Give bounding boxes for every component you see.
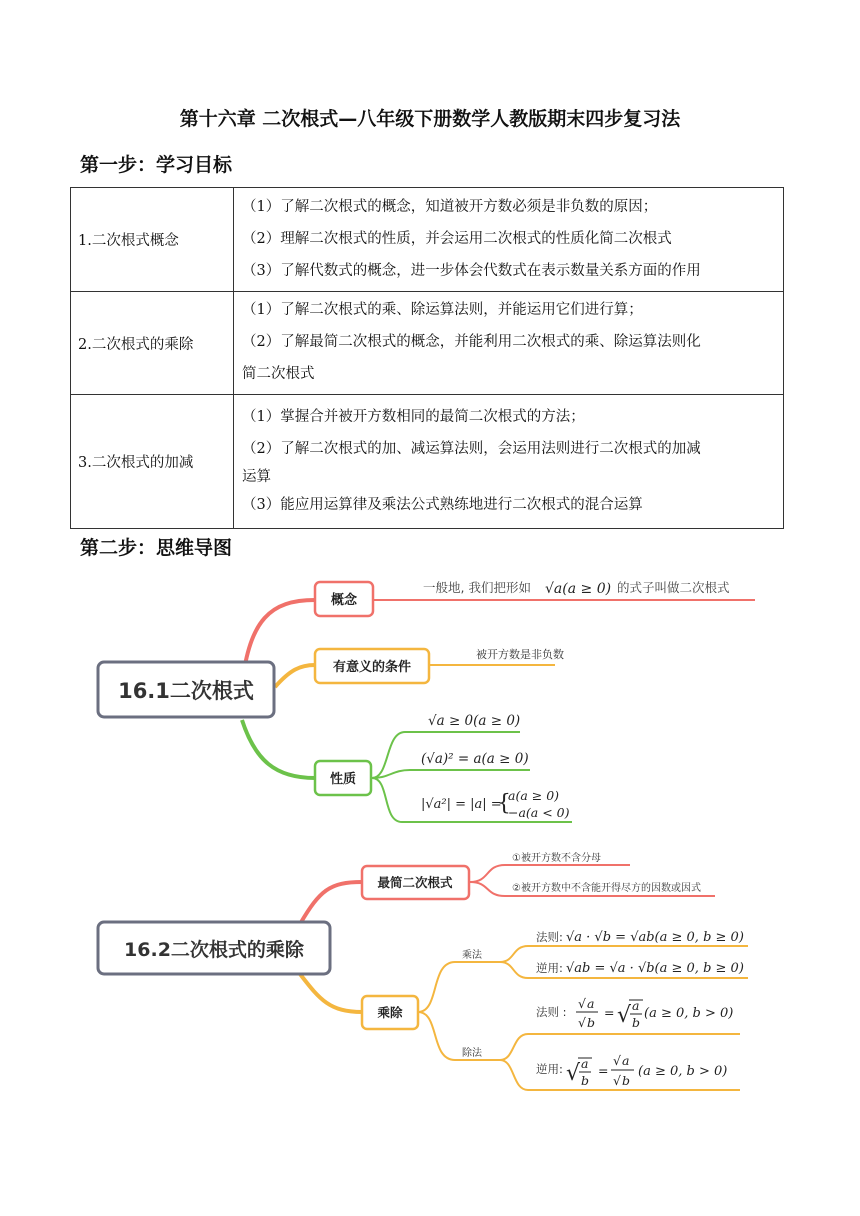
mul-line <box>418 962 500 1012</box>
simplest-cond-1: ①被开方数不含分母 <box>512 853 601 864</box>
sqrt-symbol: √ <box>613 1053 621 1068</box>
simplest-label: 最简二次根式 <box>377 875 453 890</box>
step1-heading: 第一步：学习目标 <box>80 154 233 176</box>
condition-text: 被开方数是非负数 <box>476 648 564 661</box>
div-rule-cond: (a ≥ 0, b > 0) <box>644 1006 734 1021</box>
property-case-1: a(a ≥ 0) <box>508 788 560 803</box>
goal-item: 运算 <box>242 468 271 485</box>
branch-property <box>242 720 315 778</box>
goal-item: 简二次根式 <box>242 366 315 382</box>
property-label: 性质 <box>329 772 357 787</box>
numerator: a <box>622 1053 630 1068</box>
topic-cell: 1.二次根式概念 <box>71 188 234 292</box>
numerator: a <box>587 996 595 1011</box>
goal-item: （1）掌握合并被开方数相同的最简二次根式的方法； <box>242 408 585 425</box>
branch-simplest <box>300 882 362 924</box>
branch-condition <box>275 665 315 687</box>
concept-label: 概念 <box>330 593 358 608</box>
denominator: b <box>622 1073 631 1088</box>
concept-formula: √a(a ≥ 0) <box>545 581 612 597</box>
div-label: 除法 <box>462 1048 482 1059</box>
div-inv-prefix: 逆用: <box>536 1062 563 1076</box>
simplest-line-1 <box>470 865 630 882</box>
goal-item: （3）能应用运算律及乘法公式熟练地进行二次根式的混合运算 <box>242 496 643 513</box>
items-cell <box>234 395 784 529</box>
sqrt-symbol: √ <box>566 1061 581 1086</box>
sqrt-symbol: √ <box>613 1073 621 1088</box>
concept-text-after: 的式子叫做二次根式 <box>617 580 730 595</box>
topic-cell: 3.二次根式的加减 <box>71 395 234 529</box>
property-formula-2: (√a)² = a(a ≥ 0) <box>421 751 529 767</box>
sqrt-symbol: √ <box>578 996 586 1011</box>
denominator: b <box>632 1015 641 1030</box>
equals-sign: = <box>604 1005 615 1020</box>
div-rule-formula <box>576 996 733 1030</box>
root-label: 16.2二次根式的乘除 <box>124 939 304 961</box>
property-case-2: −a(a < 0) <box>508 805 570 820</box>
mul-rule-line <box>500 946 748 962</box>
table-row <box>71 395 784 529</box>
brace-symbol: { <box>497 791 511 816</box>
goal-item: （3）了解代数式的概念，进一步体会代数式在表示数量关系方面的作用 <box>242 262 701 279</box>
sqrt-symbol: √ <box>578 1015 586 1030</box>
mul-label: 乘法 <box>462 950 482 961</box>
sqrt-symbol: √ <box>617 1003 632 1028</box>
branch-muldiv <box>300 974 362 1012</box>
mul-inv-prefix: 逆用: <box>536 961 563 975</box>
mul-rule-formula: √a · √b = √ab(a ≥ 0, b ≥ 0) <box>566 930 744 945</box>
div-inv-formula <box>566 1053 727 1088</box>
goal-item: （1）了解二次根式的概念，知道被开方数必须是非负数的原因； <box>242 198 658 215</box>
denominator: b <box>587 1015 596 1030</box>
property-line-2 <box>372 770 530 778</box>
simplest-cond-2: ②被开方数中不含能开得尽方的因数或因式 <box>512 883 701 894</box>
goal-item: （1）了解二次根式的乘、除运算法则，并能运用它们进行算； <box>242 302 643 318</box>
items-cell <box>234 188 784 292</box>
mul-inv-formula: √ab = √a · √b(a ≥ 0, b ≥ 0) <box>566 961 744 976</box>
mind-map <box>0 560 860 1120</box>
learning-goals-table <box>70 187 784 529</box>
table-row <box>71 292 784 395</box>
table-row <box>71 188 784 292</box>
muldiv-label: 乘除 <box>377 1005 403 1020</box>
div-line <box>418 1012 500 1060</box>
mul-rule-prefix: 法则: <box>536 930 563 944</box>
items-cell <box>234 292 784 395</box>
concept-text-before: 一般地, 我们把形如 <box>423 580 531 595</box>
property-formula-1: √a ≥ 0(a ≥ 0) <box>428 713 521 729</box>
equals-sign: = <box>598 1063 609 1078</box>
root-label: 16.1二次根式 <box>118 679 254 703</box>
step2-heading: 第二步：思维导图 <box>80 537 233 559</box>
div-inv-cond: (a ≥ 0, b > 0) <box>638 1064 728 1079</box>
topic-cell: 2.二次根式的乘除 <box>71 292 234 395</box>
numerator: a <box>581 1056 589 1071</box>
numerator: a <box>632 998 640 1013</box>
condition-label: 有意义的条件 <box>332 660 412 675</box>
goal-item: （2）理解二次根式的性质，并会运用二次根式的性质化简二次根式 <box>242 230 672 247</box>
page-title: 第十六章 二次根式—八年级下册数学人教版期末四步复习法 <box>179 108 681 130</box>
goal-item: （2）了解二次根式的加、减运算法则，会运用法则进行二次根式的加减 <box>242 440 701 457</box>
goal-item: （2）了解最简二次根式的概念，并能利用二次根式的乘、除运算法则化 <box>242 334 701 350</box>
div-rule-prefix: 法则 : <box>536 1005 567 1019</box>
denominator: b <box>581 1073 590 1088</box>
property-formula-3-lhs: |√a²| = |a| = <box>421 797 502 812</box>
